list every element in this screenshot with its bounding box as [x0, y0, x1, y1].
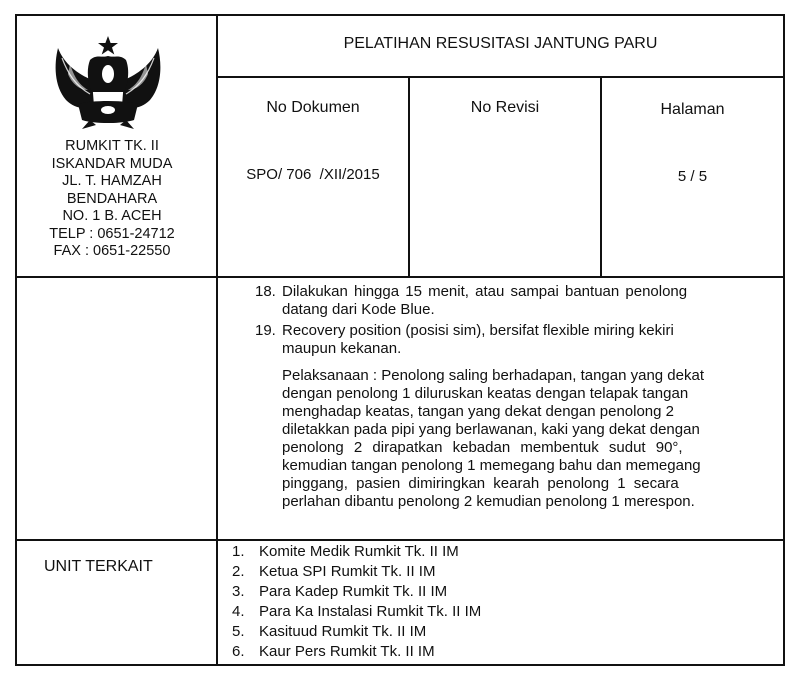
hospital-fax: FAX : 0651-22550 [53, 243, 171, 259]
document-title: PELATIHAN RESUSITASI JANTUNG PARU [343, 35, 658, 52]
unit-item-number: 1. [232, 543, 245, 560]
unit-item-2 [232, 563, 435, 580]
unit-item-number: 4. [232, 603, 245, 620]
pelaksanaan-line-4: diletakkan pada pipi yang berlawanan, kaki yang dekat dengan [282, 421, 700, 438]
unit-item-1 [232, 543, 459, 560]
pelaksanaan-line-5: penolong 2 dirapatkan kebadan membentuk sudut 90°, [282, 439, 683, 456]
no-dokumen-label: No Dokumen [266, 99, 360, 116]
unit-item-5 [232, 623, 426, 640]
pelaksanaan-line-1: Pelaksanaan : Penolong saling berhadapan, tangan yang dekat [282, 367, 704, 384]
unit-item-text: Para Ka Instalasi Rumkit Tk. II IM [259, 603, 482, 620]
unit-item-text: Komite Medik Rumkit Tk. II IM [259, 543, 459, 560]
step-18-text-line-2: datang dari Kode Blue. [282, 301, 435, 318]
header-divider [15, 276, 785, 278]
rumkit-emblem-logo [48, 34, 168, 130]
step-19-text-line-1: Recovery position (posisi sim), bersifat flexible miring kekiri [282, 322, 674, 339]
no-revisi-label: No Revisi [470, 99, 540, 116]
no-dokumen-value: SPO/ 706 /XII/2015 [246, 166, 380, 183]
body-divider [15, 539, 785, 541]
step-18-text-line-1: Dilakukan hingga 15 menit, atau sampai bantuan penolong [282, 283, 688, 300]
hospital-phone: TELP : 0651-24712 [49, 225, 175, 242]
step-19-number: 19. [255, 322, 276, 339]
unit-item-text: Ketua SPI Rumkit Tk. II IM [259, 563, 436, 580]
unit-item-number: 3. [232, 583, 245, 600]
unit-terkait-label: UNIT TERKAIT [44, 558, 153, 575]
pelaksanaan-line-2: dengan penolong 1 diluruskan keatas dengan telapak tangan [282, 385, 689, 402]
unit-item-number: 6. [232, 643, 245, 660]
unit-item-6 [232, 643, 435, 660]
pelaksanaan-line-7: pinggang, pasien dimiringkan kearah penolong 1 secara [282, 475, 679, 492]
step-19-text-line-2: maupun kekanan. [282, 340, 402, 357]
halaman-label: Halaman [660, 101, 725, 118]
hospital-address-line-1: JL. T. HAMZAH [62, 173, 162, 189]
border-right [783, 14, 785, 666]
unit-item-number: 5. [232, 623, 245, 640]
hospital-name-line-1: RUMKIT TK. II [65, 138, 159, 154]
title-row-divider [216, 76, 785, 78]
hospital-address-line-2: BENDAHARA [66, 190, 158, 207]
pelaksanaan-line-3: menghadap keatas, tangan yang dekat dengan penolong 2 [282, 403, 674, 420]
unit-item-text: Para Kadep Rumkit Tk. II IM [259, 583, 448, 600]
hospital-name-line-2: ISKANDAR MUDA [51, 155, 173, 172]
border-bottom [15, 664, 785, 666]
hospital-address-line-3: NO. 1 B. ACEH [62, 208, 162, 224]
unit-item-4 [232, 603, 481, 620]
unit-item-3 [232, 583, 447, 600]
pelaksanaan-line-8: perlahan dibantu penolong 2 kemudian penolong 1 merespon. [282, 493, 695, 510]
halaman-value: 5 / 5 [677, 168, 708, 185]
pelaksanaan-line-6: kemudian tangan penolong 1 memegang bahu dan memegang [282, 457, 701, 474]
border-top [15, 14, 785, 16]
unit-item-text: Kaur Pers Rumkit Tk. II IM [259, 643, 435, 660]
unit-item-text: Kasituud Rumkit Tk. II IM [259, 623, 427, 640]
step-18-number: 18. [255, 283, 276, 300]
unit-item-number: 2. [232, 563, 245, 580]
border-left [15, 14, 17, 666]
